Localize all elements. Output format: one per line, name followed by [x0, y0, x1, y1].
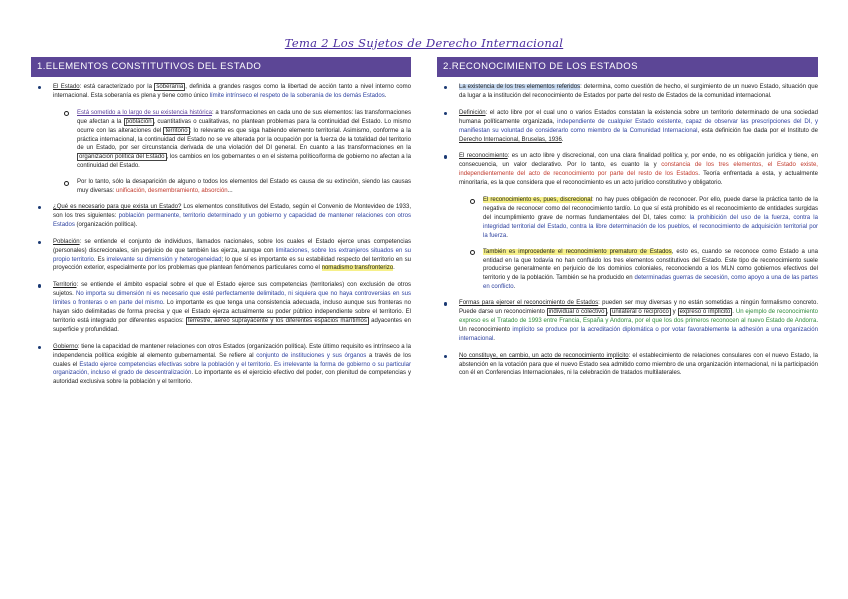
bullet-gobierno: Gobierno: tiene la capacidad de mantener relaciones con otros Estados (organización política). Este último requisito es intrínseco a la independencia política exigible al elemento gubernamental. Se refiere al conjunto de instituciones y sus órganos a través de los cuales el Estado ejerce competencias efectivas sobre la población y el territorio. Es irrelevante la forma de gobierno o su particular organización, incluso el grado de descentralización. Lo importante es el ejercicio efectivo del poder, con plenitud de competencias y autoridad exclusiva sobre la población y el territorio.: [31, 343, 411, 388]
bullet-territorio: Territorio: se entiende el ámbito espacial sobre el que el Estado ejerce sus competencias (territoriales) con exclusión de otros sujetos. No importa su dimensión ni es necesario que esté perfectamente delimitado, ni siquiera que no haya controversias en sus límites o fronteras o en parte del mismo. Lo importante es que tenga una consistencia adecuada, incluso aunque sus fronteras no hayan sido delimitadas de forma precisa y que el Estado ejerza actualmente su poder público independiente sobre el territorio. El territorio está integrado por diferentes espacios: terrestre, aéreo suprayacente y los diferentes espacios marítimos adyacentes en superficie y profundidad.: [31, 281, 411, 334]
section-header-reconocimiento: 2.RECONOCIMIENTO DE LOS ESTADOS: [437, 57, 818, 77]
bullet-poblacion: Población: se entiende el conjunto de individuos, llamados nacionales, sobre los cuales el Estado ejerce unas competencias (personales) discrecionales, sin perjuicio de que también las ejerza, aunque con limitaciones, sobre los extranjeros situados en su propio territorio. Es irrelevante su dimensión y heterogeneidad; lo que sí es importante es su estabilidad respecto del territorio en su proyección exterior, especialmente por los problemas que plantean fenómenos particulares como el nomadismo transfronterizo.: [31, 238, 411, 274]
bullet-definicion: Definición: el acto libre por el cual uno o varios Estados constatan la existencia sobre un territorio determinado de una sociedad humana políticamente organizada, independiente de cualquier Estado existente, capaz de observar las prescripciones del DI, y manifiestan su voluntad de considerarlo como miembro de la Comunidad Internacional, esta definición fue dada por el Instituto de Derecho Internacional, Bruselas, 1936.: [437, 109, 818, 145]
page-title: Tema 2 Los Sujetos de Derecho Internacional: [284, 36, 564, 50]
sub-bullet-transformaciones: Está sometido a lo largo de su existencia histórica: a transformaciones en cada uno de sus elementos: las transformaciones que afectan a la población , cuantitativas o cualitativas, no plantean problemas para la continuidad del Estado. Lo mismo ocurre con las alteraciones del territorio ; lo relevante es que siga habiendo elemento territorial. Asimismo, conforme a la práctica internacional, la continuidad del Estado no se ve alterada por la ocupación por la fuerza de la totalidad del territorio de un Estado, por ser circunstancia derivada de una violación del DI general. En cuanto a las transformaciones en la organización política del Estado , los cambios en los gobernantes o en el sistema político/forma de gobierno no afectan a la continuidad del Estado.: [31, 109, 411, 171]
right-column: [437, 57, 818, 386]
bullet-formas: Formas para ejercer el reconocimiento de Estados: pueden ser muy diversas y no están sometidas a ningún formalismo concreto. Puede darse un reconocimiento individual o colectivo , unilateral o recíproco y expreso o implícito . Un ejemplo de reconocimiento expreso es el Tratado de 1993 entre Francia, España y Andorra, por el que los dos primeros reconocen al nuevo Estado de Andorra. Un reconocimiento implícito se produce por la acreditación diplomática o por votar favorablemente la adhesión a una organización internacional.: [437, 299, 818, 344]
section-header-elementos: 1.ELEMENTOS CONSTITUTIVOS DEL ESTADO: [31, 57, 411, 77]
sub-bullet-prematuro: También es improcedente el reconocimiento prematuro de Estados, esto es, cuando se reconoce como Estado a una entidad en la que todavía no han confluido los tres elementos constitutivos del Estado. Este tipo de reconocimiento suele producirse generalmente en perjuicio de los dominios coloniales, reconociendo a los MLN como gobiernos efectivos del territorio y de la población. También se ha producido en determinadas guerras de secesión, como apoyo a una de las partes en conflicto.: [437, 248, 818, 293]
sub-bullet-extincion: Por lo tanto, sólo la desaparición de alguno o todos los elementos del Estado es causa de su extinción, siendo las causas muy diversas: unificación, desmembramiento, absorción...: [31, 178, 411, 196]
bullet-estado: El Estado: está caracterizado por la soberanía , definida a grandes rasgos como la libertad de acción tanto a nivel interno como internacional. Esta soberanía es plena y tiene como único límite intrínseco el respeto de la soberanía de los demás Estados.: [31, 83, 411, 101]
bullet-no-implicito: No constituye, en cambio, un acto de reconocimiento implícito: el establecimiento de relaciones consulares con el nuevo Estado, la abstención en la votación para que el nuevo Estado sea admitido como miembro de una organización internacional, ni la participación con él en Conferencias Internacionales, ni la celebración de tratados multilaterales.: [437, 352, 818, 379]
bullet-existencia: La existencia de los tres elementos referidos: determina, como cuestión de hecho, el surgimiento de un nuevo Estado, situación que da lugar a la institución del reconocimiento de Estados por parte del resto de Estados de la comunidad internacional.: [437, 83, 818, 101]
bullet-requisitos: ¿Qué es necesario para que exista un Estado? Los elementos constitutivos del Estado, según el Convenio de Montevideo de 1933, son los tres siguientes: población permanente, territorio determinado y un gobierno y capacidad de mantener relaciones con otros Estados (organización política).: [31, 203, 411, 230]
sub-bullet-discrecional: El reconocimiento es, pues, discrecional: no hay pues obligación de reconocer. Por ello, puede darse la práctica tanto de la negativa de reconocer como del reconocimiento tardío. Lo que sí está prohibido es el reconocimiento de entidades surgidas del incumplimiento grave de normas fundamentales del DI, tales como: la prohibición del uso de la fuerza, contra la integridad territorial del Estado, contra la libre determinación de los pueblos, el reconocimiento de adquisición territorial por la fuerza.: [437, 196, 818, 241]
left-column: [31, 57, 411, 395]
bullet-reconocimiento: El reconocimiento: es un acto libre y discrecional, con una clara finalidad política y, por ende, no es obligación jurídica y tiene, en consecuencia, un valor declarativo. Por lo tanto, es cuanto la y constancia de los tres elementos, el Estado existe, independientemente del acto de reconocimiento por parte del resto de los Estados. Teoría enfrentada a esta, y actualmente minoritaria, es la que considera que el reconocimiento es un acto jurídico constitutivo y obligatorio.: [437, 152, 818, 188]
